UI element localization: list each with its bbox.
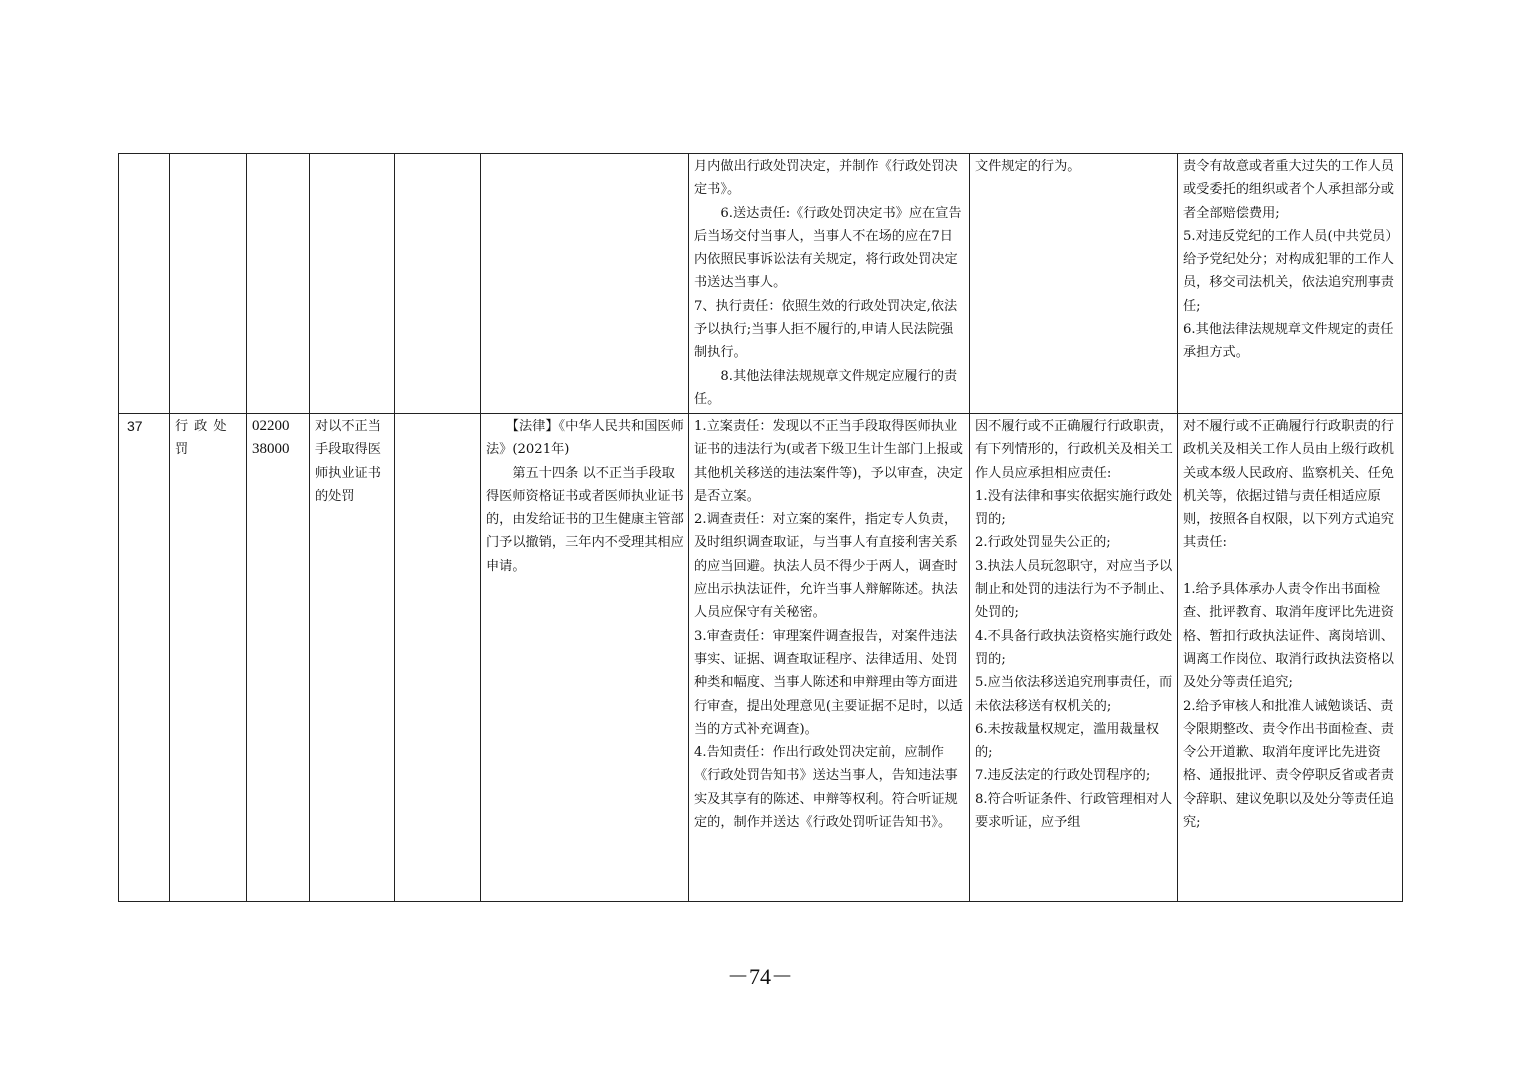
cell-type: 行政处罚 — [170, 414, 247, 902]
cell-accountability: 责令有故意或者重大过失的工作人员或受委托的组织或者个人承担部分或者全部赔偿费用; 5.对违反党纪的工作人员(中共党员）给予党纪处分；对构成犯罪的工作人员，移交司法机关，依法追究刑事责任; 6.其他法律法规规章文件规定的责任承担方式。 — [1178, 154, 1403, 414]
responsibility-table — [118, 153, 1403, 902]
page-number: －74－ — [726, 964, 793, 989]
cell-item: 对以不正当手段取得医师执业证书的处罚 — [310, 414, 395, 902]
cell-item — [310, 154, 395, 414]
cell-circumstances: 文件规定的行为。 — [970, 154, 1178, 414]
cell-number — [119, 154, 170, 414]
cell-sub-item — [395, 414, 481, 902]
cell-legal-basis: 【法律】《中华人民共和国医师法》(2021年) 第五十四条 以不正当手段取得医师资格证书或者医师执业证书的，由发给证书的卫生健康主管部门予以撤销，三年内不受理其相应申请。 — [481, 414, 689, 902]
cell-code — [247, 154, 310, 414]
cell-legal-basis — [481, 154, 689, 414]
cell-responsibility: 1.立案责任：发现以不正当手段取得医师执业证书的违法行为(或者下级卫生计生部门上报或其他机关移送的违法案件等)，予以审查，决定是否立案。 2.调查责任：对立案的案件，指定专人负责，及时组织调查取证，与当事人有直接利害关系的应当回避。执法人员不得少于两人，调查时应出示执法证件，允许当事人辩解陈述。执法人员应保守有关秘密。 3.审查责任：审理案件调查报告，对案件违法事实、证据、调查取证程序、法律适用、处罚种类和幅度、当事人陈述和申辩理由等方面进行审查，提出处理意见(主要证据不足时，以适当的方式补充调查)。 4.告知责任：作出行政处罚决定前，应制作《行政处罚告知书》送达当事人，告知违法事实及其享有的陈述、申辩等权利。符合听证规定的，制作并送达《行政处罚听证告知书》。 — [689, 414, 970, 902]
cell-number: 37 — [119, 414, 170, 902]
table-row — [119, 154, 1403, 414]
cell-sub-item — [395, 154, 481, 414]
table-row — [119, 414, 1403, 902]
cell-responsibility: 月内做出行政处罚决定，并制作《行政处罚决定书》。 6.送达责任:《行政处罚决定书》应在宣告后当场交付当事人，当事人不在场的应在7日内依照民事诉讼法有关规定，将行政处罚决定书送达当事人。 7、执行责任：依照生效的行政处罚决定,依法予以执行;当事人拒不履行的,申请人民法院强制执行。 8.其他法律法规规章文件规定应履行的责任。 — [689, 154, 970, 414]
cell-accountability: 对不履行或不正确履行行政职责的行政机关及相关工作人员由上级行政机关或本级人民政府、监察机关、任免机关等，依据过错与责任相适应原则，按照各自权限，以下列方式追究其责任: 1.给予具体承办人责令作出书面检查、批评教育、取消年度评比先进资格、暂扣行政执法证件、离岗培训、调离工作岗位、取消行政执法资格以及处分等责任追究; 2.给予审核人和批准人诫勉谈话、责令限期整改、责令作出书面检查、责令公开道歉、取消年度评比先进资格、通报批评、责令停职反省或者责令辞职、建议免职以及处分等责任追究; — [1178, 414, 1403, 902]
cell-type — [170, 154, 247, 414]
cell-code: 02200 38000 — [247, 414, 310, 902]
cell-circumstances: 因不履行或不正确履行行政职责，有下列情形的，行政机关及相关工作人员应承担相应责任: 1.没有法律和事实依据实施行政处罚的; 2.行政处罚显失公正的; 3.执法人员玩忽职守，对应当予以制止和处罚的违法行为不予制止、处罚的; 4.不具备行政执法资格实施行政处罚的; 5.应当依法移送追究刑事责任，而未依法移送有权机关的; 6.未按裁量权规定，滥用裁量权的; 7.违反法定的行政处罚程序的; 8.符合听证条件、行政管理相对人要求听证，应予组 — [970, 414, 1178, 902]
